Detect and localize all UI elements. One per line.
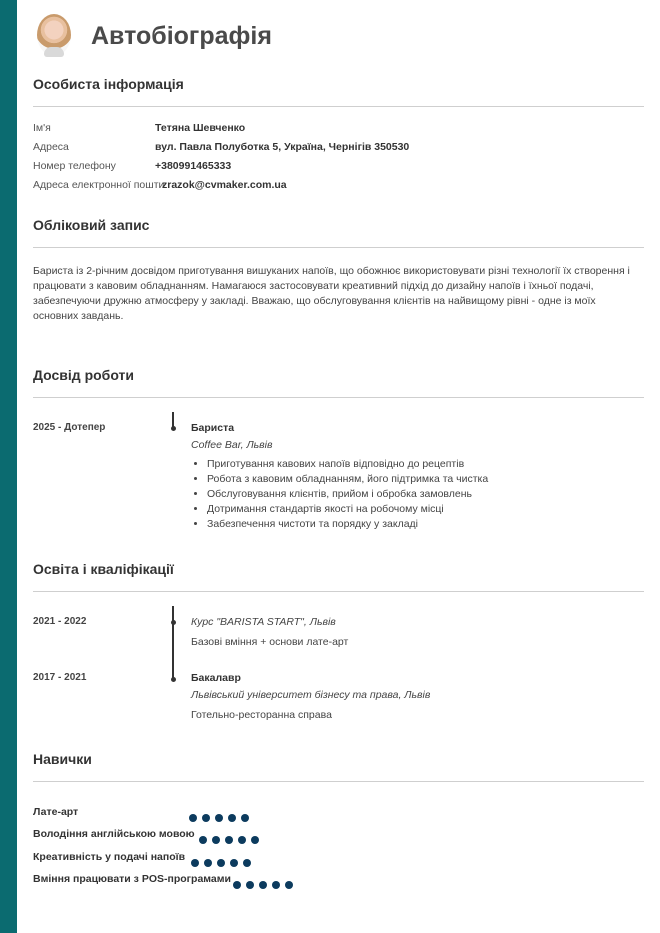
skill-row — [33, 851, 644, 865]
skill-row — [33, 873, 644, 887]
skill-name: Вміння працювати з POS-програмами — [33, 873, 231, 885]
skill-level-dot — [251, 836, 259, 844]
entry-bullets — [191, 457, 488, 532]
info-value: Тетяна Шевченко — [155, 122, 246, 134]
skill-level-dot — [191, 859, 199, 867]
skill-rating — [189, 809, 254, 818]
avatar — [37, 14, 71, 56]
info-value: вул. Павла Полуботка 5, Україна, Чернігів 350530 — [155, 141, 410, 153]
skill-level-dot — [204, 859, 212, 867]
timeline-dot — [171, 677, 176, 682]
experience-divider — [33, 397, 644, 398]
skill-name: Лате-арт — [33, 806, 79, 818]
info-label: Номер телефону — [33, 160, 116, 172]
entry-subtitle: Львівський університет бізнесу та права, Львів — [191, 689, 431, 701]
skill-name: Креативність у подачі напоїв — [33, 851, 186, 863]
account-section-title: Обліковий запис — [33, 217, 150, 233]
skill-level-dot — [199, 836, 207, 844]
skill-row — [33, 828, 644, 842]
personal-divider — [33, 106, 644, 107]
skill-level-dot — [225, 836, 233, 844]
info-row-name — [33, 122, 644, 138]
personal-section-title: Особиста інформація — [33, 76, 184, 92]
info-label: Адреса — [33, 141, 69, 153]
account-divider — [33, 247, 644, 248]
entry-subtitle: Coffee Bar, Львів — [191, 439, 273, 451]
entry-date: 2021 - 2022 — [33, 616, 87, 627]
skill-level-dot — [246, 881, 254, 889]
summary-text: Бариста із 2-річним досвідом приготування вишуканих напоїв, що обожнює використовувати різні технології їх створення і працювати з кавовим обладнанням. Намагаюся застосовувати креативний підхід до дизайну напоїв і їхньої подачі, забезпечуючи дружню атмосферу у закладі. Вважаю, що обслуговування клієнтів на найвищому рівні - одне із моїх основних завдань. — [33, 265, 630, 322]
timeline-dot — [171, 426, 176, 431]
education-divider — [33, 591, 644, 592]
header — [33, 12, 644, 62]
entry-subtitle: Курс "BARISTA START", Львів — [191, 616, 336, 628]
skill-level-dot — [212, 836, 220, 844]
education-timeline — [172, 606, 174, 678]
skill-level-dot — [189, 814, 197, 822]
list-item: • Забезпечення чистоти та порядку у закладі — [207, 517, 488, 532]
entry-description: Готельно-ресторанна справа — [191, 709, 332, 721]
email-link[interactable]: zrazok@cvmaker.com.ua — [162, 179, 287, 191]
skill-level-dot — [259, 881, 267, 889]
info-row-email — [33, 179, 644, 195]
skill-level-dot — [272, 881, 280, 889]
info-value: +380991465333 — [155, 160, 232, 172]
page-title: Автобіографія — [91, 22, 272, 50]
info-row-address — [33, 141, 644, 157]
skill-level-dot — [230, 859, 238, 867]
skill-row — [33, 806, 644, 820]
skills-divider — [33, 781, 644, 782]
entry-description: Базові вміння + основи лате-арт — [191, 636, 349, 648]
skill-level-dot — [241, 814, 249, 822]
education-section-title: Освіта і кваліфікації — [33, 561, 174, 577]
skill-level-dot — [243, 859, 251, 867]
list-item: • Дотримання стандартів якості на робочому місці — [207, 502, 488, 517]
experience-section-title: Досвід роботи — [33, 367, 134, 383]
entry-date: 2017 - 2021 — [33, 672, 87, 683]
list-item: • Приготування кавових напоїв відповідно до рецептів — [207, 457, 488, 472]
skill-level-dot — [217, 859, 225, 867]
entry-title: Бакалавр — [191, 672, 241, 684]
entry-date: 2025 - Дотепер — [33, 422, 106, 433]
skill-name: Володіння англійською мовою — [33, 828, 195, 840]
skill-level-dot — [238, 836, 246, 844]
skill-level-dot — [202, 814, 210, 822]
info-label: Ім'я — [33, 122, 51, 134]
sidebar-accent — [0, 0, 17, 933]
skill-level-dot — [285, 881, 293, 889]
skill-rating — [199, 831, 264, 840]
skill-rating — [233, 876, 298, 885]
skill-rating — [191, 854, 256, 863]
timeline-dot — [171, 620, 176, 625]
info-label: Адреса електронної пошти — [33, 179, 165, 191]
list-item: • Обслуговування клієнтів, прийом і обробка замовлень — [207, 487, 488, 502]
skill-level-dot — [215, 814, 223, 822]
skill-level-dot — [233, 881, 241, 889]
skills-section-title: Навички — [33, 751, 92, 767]
list-item: • Робота з кавовим обладнанням, його підтримка та чистка — [207, 472, 488, 487]
info-row-phone — [33, 160, 644, 176]
entry-title: Бариста — [191, 422, 235, 434]
skill-level-dot — [228, 814, 236, 822]
